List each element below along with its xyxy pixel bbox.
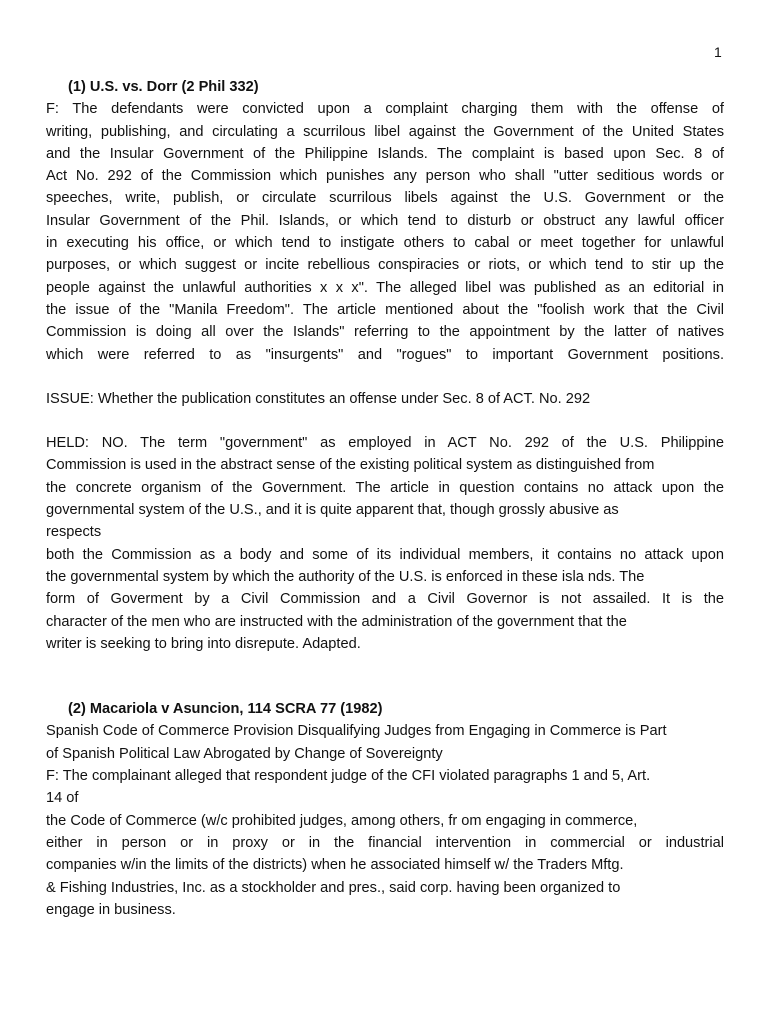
document-body [46, 76, 724, 921]
paragraph-line: in executing his office, or which tend to instigate others to cabal or meet together for unlawful [46, 235, 724, 252]
paragraph-line: Insular Government of the Phil. Islands, or which tend to disturb or obstruct any lawful officer [46, 212, 724, 229]
paragraph-line: & Fishing Industries, Inc. as a stockholder and pres., said corp. having been organized to [46, 879, 621, 896]
paragraph-line: writing, publishing, and circulating a scurrilous libel against the Government of the United States [46, 123, 724, 140]
paragraph-line: Spanish Code of Commerce Provision Disqualifying Judges from Engaging in Commerce is Part [46, 723, 667, 740]
paragraph-line: companies w/in the limits of the districts) when he associated himself w/ the Traders Mftg. [46, 857, 624, 874]
case-1-facts [46, 98, 724, 366]
paragraph-line: form of Goverment by a Civil Commission and a Civil Governor is not assailed. It is the [46, 591, 724, 608]
paragraph-line: either in person or in proxy or in the financial intervention in commercial or industrial [46, 834, 724, 851]
paragraph-line: 14 of [46, 790, 79, 807]
paragraph-line: Commission is doing all over the Islands" referring to the appointment by the latter of natives [46, 324, 724, 341]
case-1-held [46, 432, 724, 655]
page-number: 1 [714, 44, 722, 60]
paragraph-line: speeches, write, publish, or circulate scurrilous libels against the U.S. Government or the [46, 190, 724, 207]
paragraph-line: people against the unlawful authorities x x x". The alleged libel was published as an editorial in [46, 279, 724, 296]
paragraph-line: both the Commission as a body and some of its individual members, it contains no attack upon [46, 546, 724, 563]
paragraph-line: and the Insular Government of the Philippine Islands. The complaint is based upon Sec. 8 of [46, 145, 724, 162]
paragraph-line: of Spanish Political Law Abrogated by Change of Sovereignty [46, 745, 443, 762]
case-1-issue: ISSUE: Whether the publication constitutes an offense under Sec. 8 of ACT. No. 292 [46, 390, 591, 407]
paragraph-line: governmental system of the U.S., and it is quite apparent that, though grossly abusive as [46, 502, 619, 519]
paragraph-line: respects [46, 524, 102, 541]
paragraph-line: the issue of the "Manila Freedom". The article mentioned about the "foolish work that the Civil [46, 301, 724, 318]
paragraph-line: the Code of Commerce (w/c prohibited judges, among others, fr om engaging in commerce, [46, 812, 638, 829]
case-1-title: (1) U.S. vs. Dorr (2 Phil 332) [68, 79, 259, 95]
paragraph-line: which were referred to as "insurgents" and "rogues" to important Government positions. [46, 346, 724, 363]
paragraph-line: F: The defendants were convicted upon a complaint charging them with the offense of [46, 101, 724, 118]
paragraph-line: purposes, or which suggest or incite rebellious conspiracies or riots, or which tend to stir up the [46, 257, 724, 274]
paragraph-line: engage in business. [46, 901, 176, 918]
paragraph-line: the governmental system by which the authority of the U.S. is enforced in these isla nds. The [46, 568, 645, 585]
paragraph-line: writer is seeking to bring into disrepute. Adapted. [46, 635, 361, 652]
paragraph-line: F: The complainant alleged that respondent judge of the CFI violated paragraphs 1 and 5, Art. [46, 768, 651, 785]
case-2-title: (2) Macariola v Asuncion, 114 SCRA 77 (1982) [68, 701, 383, 718]
paragraph-line: character of the men who are instructed with the administration of the government that the [46, 613, 627, 630]
paragraph-line: Act No. 292 of the Commission which punishes any person who shall "utter seditious words or [46, 168, 724, 185]
case-2-subtitle [46, 720, 724, 765]
paragraph-line: the concrete organism of the Government. The article in question contains no attack upon the [46, 479, 724, 496]
paragraph-line: HELD: NO. The term "government" as employed in ACT No. 292 of the U.S. Philippine [46, 435, 724, 452]
paragraph-line: Commission is used in the abstract sense of the existing political system as distinguished from [46, 457, 655, 474]
case-2-facts [46, 765, 724, 921]
